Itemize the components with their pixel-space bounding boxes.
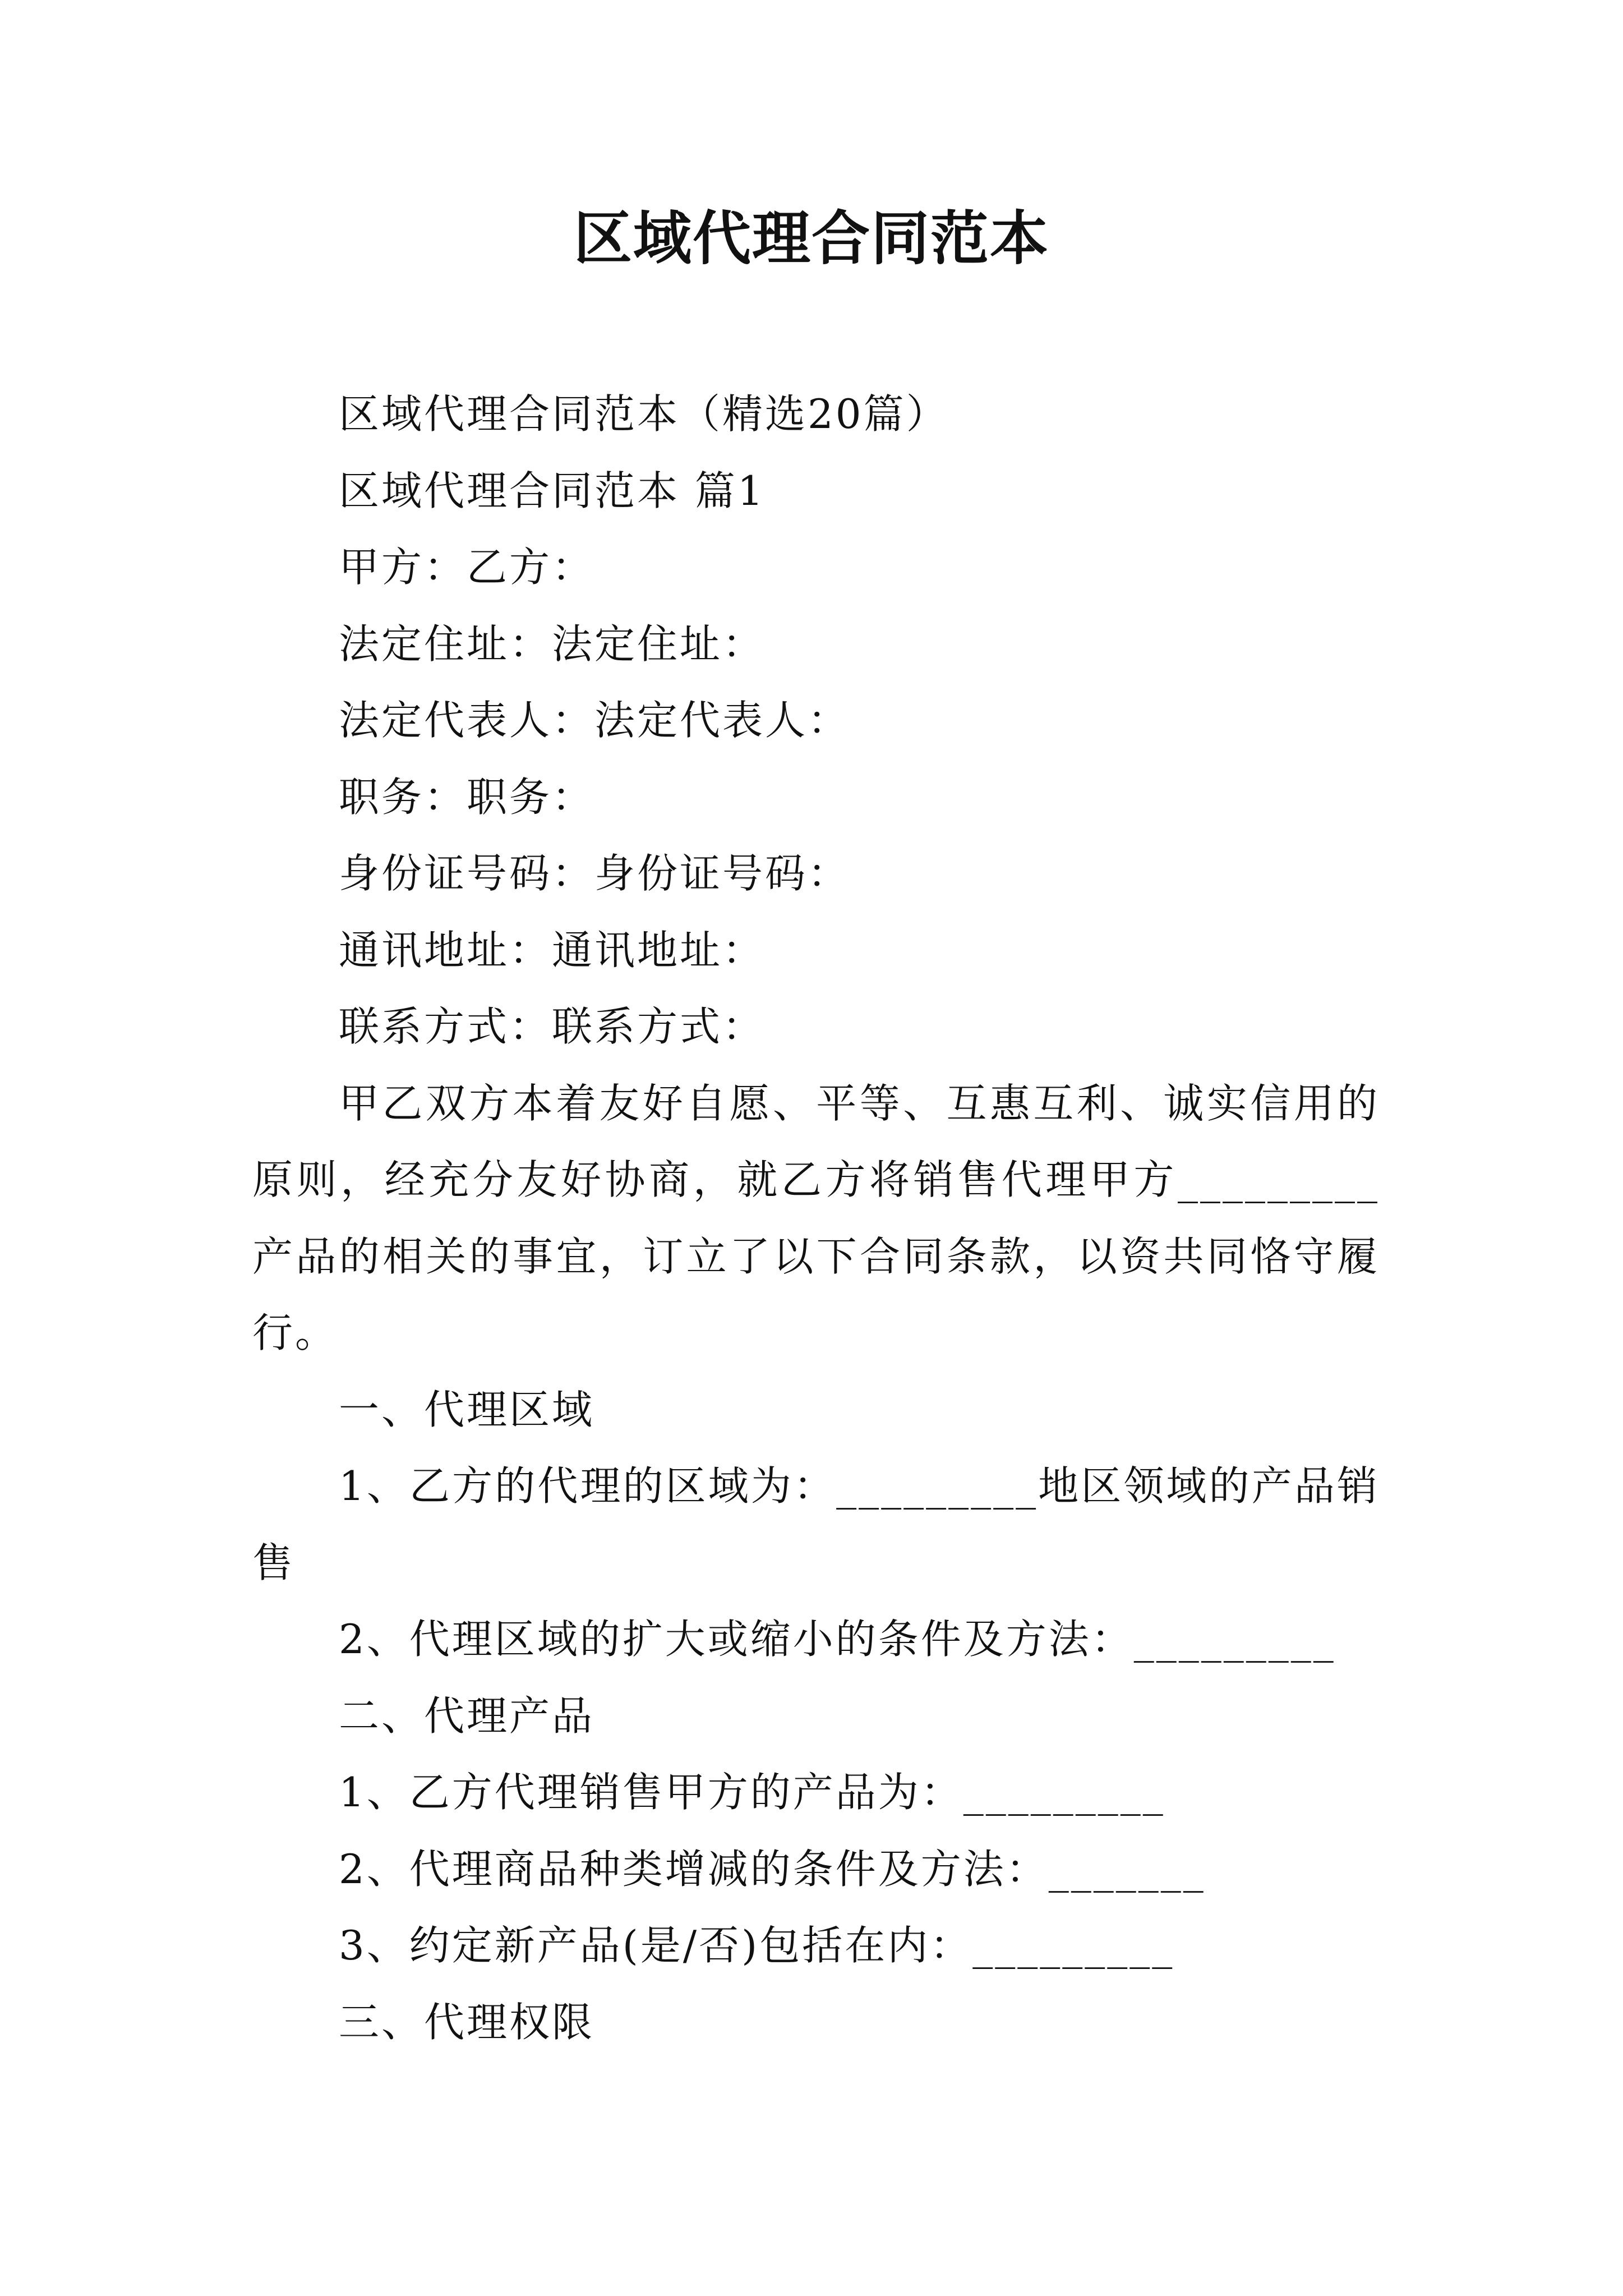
paragraph-clause-1-1: 1、乙方的代理的区域为：_________地区领域的产品销售 bbox=[252, 1462, 1380, 1586]
paragraph-heading-agency-products: 二、代理产品 bbox=[339, 1692, 595, 1740]
paragraph-subtitle: 区域代理合同范本（精选20篇） bbox=[339, 390, 949, 438]
paragraph-section-heading: 区域代理合同范本 篇1 bbox=[339, 467, 766, 514]
paragraph-id-number: 身份证号码：身份证号码： bbox=[339, 850, 851, 897]
paragraph-contact: 联系方式：联系方式： bbox=[339, 1003, 766, 1050]
paragraph-heading-agency-authority: 三、代理权限 bbox=[339, 1998, 595, 2046]
paragraph-mailing-address: 通讯地址：通讯地址： bbox=[339, 926, 766, 974]
paragraph-clause-1-2: 2、代理区域的扩大或缩小的条件及方法：_________ bbox=[339, 1616, 1336, 1663]
paragraph-heading-agency-area: 一、代理区域 bbox=[339, 1386, 595, 1433]
paragraph-position: 职务：职务： bbox=[339, 773, 595, 821]
document-body bbox=[252, 376, 1380, 2060]
document-title: 区域代理合同范本 bbox=[573, 204, 1049, 273]
paragraph-parties: 甲方：乙方： bbox=[339, 544, 595, 591]
paragraph-clause-2-1: 1、乙方代理销售甲方的产品为：_________ bbox=[339, 1769, 1165, 1816]
paragraph-legal-representative: 法定代表人：法定代表人： bbox=[339, 697, 851, 744]
paragraph-legal-address: 法定住址：法定住址： bbox=[339, 620, 766, 668]
paragraph-clause-2-2: 2、代理商品种类增减的条件及方法：_______ bbox=[339, 1845, 1206, 1893]
paragraph-clause-2-3: 3、约定新产品(是/否)包括在内：_________ bbox=[339, 1922, 1175, 1969]
paragraph-preamble: 甲乙双方本着友好自愿、平等、互惠互利、诚实信用的原则，经充分友好协商，就乙方将销售代理甲方_________产品的相关的事宜，订立了以下合同条款，以资共同恪守履行。 bbox=[252, 1079, 1380, 1356]
